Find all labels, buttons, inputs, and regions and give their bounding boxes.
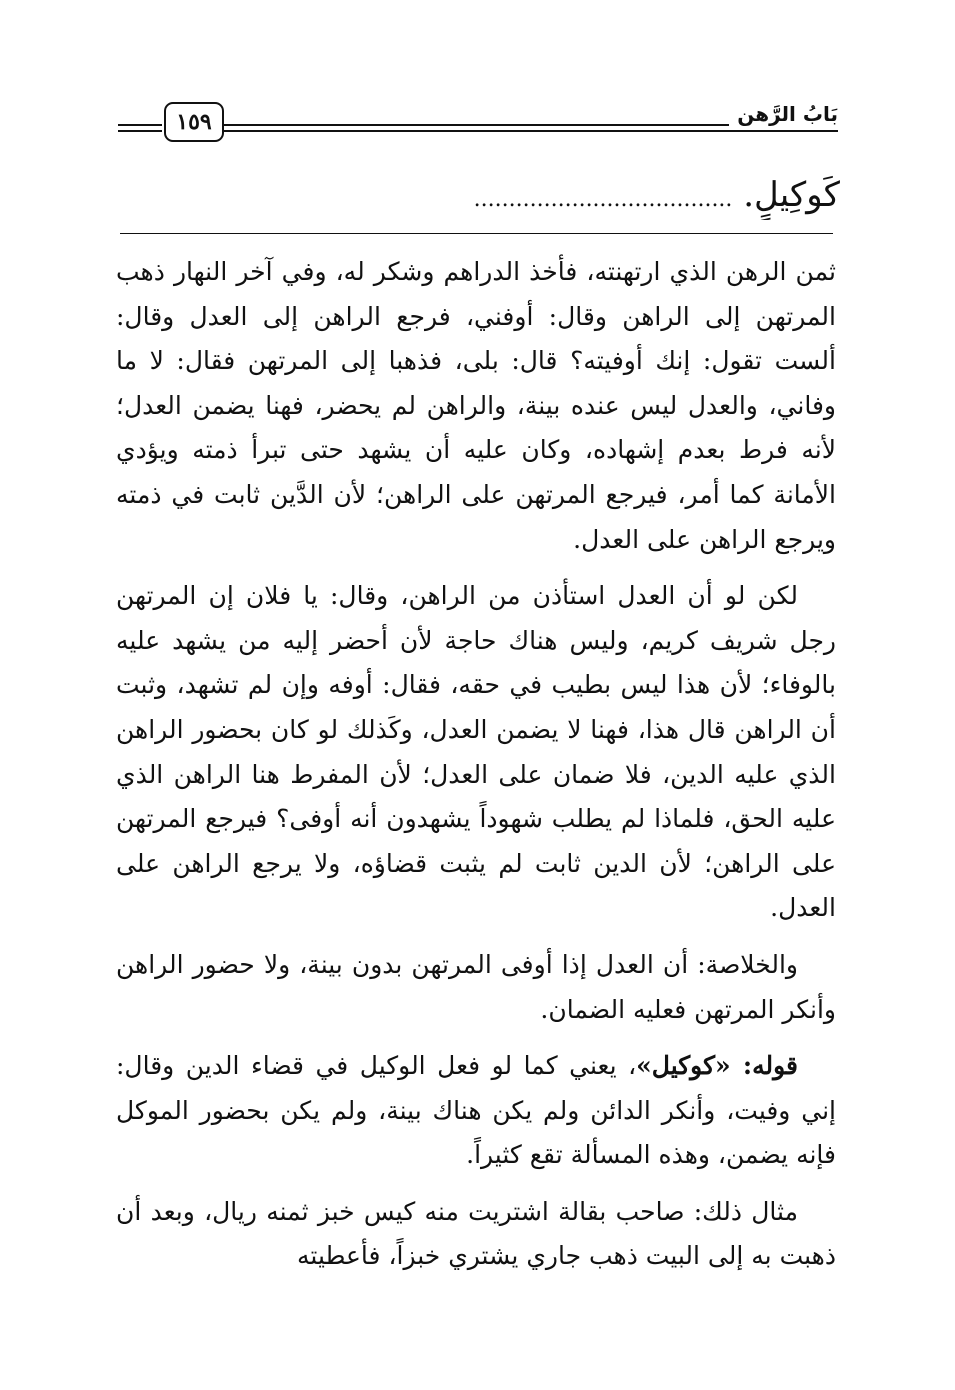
paragraph-5: مثال ذلك: صاحب بقالة اشتريت منه كيس خبز ثمنه ريال، وبعد أن ذهبت به إلى البيت ذهب جاري يشتري خبزاً، فأعطيته — [116, 1196, 836, 1271]
matn-dots: ..................................... — [473, 187, 733, 212]
paragraph-4-text: ، يعني كما لو فعل الوكيل في قضاء الدين وقال: إني وفيت، وأنكر الدائن ولم يكن هناك بينة، ولم يكن بحضور الموكل فإنه يضمن، وهذه المسألة تقع كثيراً. — [116, 1051, 836, 1170]
paragraph-1: ثمن الرهن الذي ارتهنته، فأخذ الدراهم وشكر له، وفي آخر النهار ذهب المرتهن إلى الراهن وقال: أوفني، فرجع الراهن إلى العدل وقال: ألست تقول: إنك أوفيته؟ قال: بلى، فذهبا إلى المرتهن فقال: لا ما وفاني، والعدل ليس عنده بينة، والراهن لم يحضر، فهنا يضمن العدل؛ لأنه فرط بعدم إشهاده، وكان عليه أن يشهد حتى تبرأ ذمته ويؤدي الأمانة كما أمر، فيرجع المرتهن على الراهن؛ لأن الدَّين ثابت في ذمته ويرجع الراهن على العدل. — [116, 257, 836, 554]
paragraph-4-lead: قوله: «كوكيل» — [636, 1051, 798, 1081]
page-number-box — [164, 102, 224, 142]
chapter-title: بَابُ الرَّهن — [729, 102, 838, 126]
matn-text: كَوكِيلٍ. — [743, 175, 840, 215]
matn-line — [130, 170, 840, 220]
body-text — [116, 250, 836, 1279]
separator-line — [120, 233, 833, 234]
page-header — [118, 100, 838, 146]
page-number: ١٥٩ — [176, 109, 212, 135]
paragraph-3: والخلاصة: أن العدل إذا أوفى المرتهن بدون بينة، ولا حضور الراهن وأنكر المرتهن فعليه الضمان. — [116, 949, 836, 1024]
header-rule-left — [118, 124, 162, 136]
paragraph-4 — [116, 1044, 836, 1178]
paragraph-2: لكن لو أن العدل استأذن من الراهن، وقال: يا فلان إن المرتهن رجل شريف كريم، وليس هناك حاجة لأن أحضر إليه من يشهد عليه بالوفاء؛ لأن هذا ليس بطيب في حقه، فقال: أوفه وإن لم تشهد، وثبت أن الراهن قال هذا، فهنا لا يضمن العدل، وكَذلك لو كان بحضور الراهن الذي عليه الدين، فلا ضمان على العدل؛ لأن المفرط هنا الراهن الذي عليه الحق، فلماذا لم يطلب شهوداً يشهدون أنه أوفى؟ فيرجع المرتهن على الراهن؛ لأن الدين ثابت لم يثبت قضاؤه، ولا يرجع الراهن على العدل. — [116, 581, 836, 923]
